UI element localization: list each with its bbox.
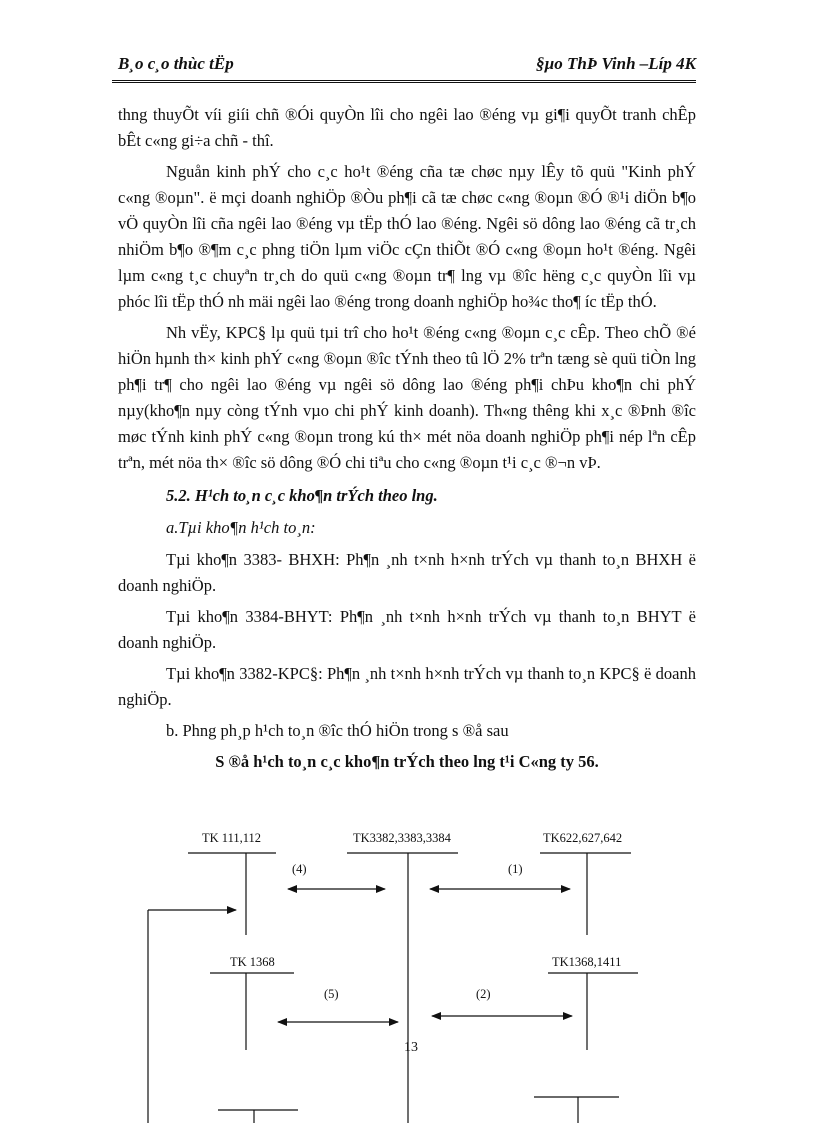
paragraph-kpcd: Nh vËy, KPC§ lµ quü tµi trî cho ho¹t ®éng c«ng ®oµn c¸c cÊp. Theo chÕ ®é hiÖn hµnh th× kinh phÝ c«ng ®oµn ®îc tÝnh theo tû lÖ 2% trªn tæng sè quü tiÒn lng ph¶i tr¶ cho ngêi lao ®éng vµ ngêi sö dông lao ®éng ph¶i chÞu kho¶n chi phÝ nµy(kho¶n nµy còng tÝnh vµo chi phÝ kinh doanh). Th«ng thêng khi x¸c ®Þnh ®îc møc tÝnh kinh phÝ c«ng ®oµn trong kú th× mét nöa doanh nghiÖp ph¶i nép lªn cÊp trªn, mét nöa th× ®îc sö dông ®Ó chi tiªu cho c«ng ®oµn t¹i c¸c ®¬n vÞ. bbox=[118, 323, 696, 472]
page-header bbox=[112, 50, 696, 83]
arrow-label-5: (5) bbox=[324, 987, 339, 1001]
account-label-tk1368: TK 1368 bbox=[230, 955, 275, 969]
page-number: 13 bbox=[404, 1040, 418, 1055]
account-paragraph-3382: Tµi kho¶n 3382-KPC§: Ph¶n ¸nh t×nh h×nh trÝch vµ thanh to¸n KPC§ ë doanh nghiÖp. bbox=[118, 664, 696, 709]
account-label-tk111: TK 111,112 bbox=[202, 831, 262, 845]
subsection-title: a.Tµi kho¶n h¹ch to¸n: bbox=[166, 518, 316, 537]
paragraph-intro: thng thuyÕt víi giíi chñ ®Ói quyÒn lîi cho ngêi lao ®éng vµ gi¶i quyÕt tranh chÊp bÊt c«ng gi÷a chñ - thî. bbox=[118, 105, 696, 150]
paragraph-funding: Nguån kinh phÝ cho c¸c ho¹t ®éng cña tæ chøc nµy lÊy tõ quü "Kinh phÝ c«ng ®oµn". ë mçi doanh nghiÖp ®Òu ph¶i cã tæ chøc c«ng ®oµn ®Ó ®¹i diÖn b¶o vÖ quyÒn lîi cña ngêi lao ®éng vµ tËp thÓ lao ®éng. Ngêi sö dông lao ®éng cã tr¸ch nhiÖm b¶o ®¶m c¸c phng tiÖn lµm viÖc cÇn thiÕt ®Ó c«ng ®oµn ho¹t ®éng. Ngêi lµm c«ng t¸c chuyªn tr¸ch do quü c«ng ®oµn tr¶ lng vµ ®îc hëng c¸c quyÒn lîi vµ phóc lîi tËp thÓ nh mäi ngêi lao ®éng trong doanh nghiÖp ho¾c tho¶ íc tËp thÓ. bbox=[118, 162, 696, 311]
header-report-title: B¸o c¸o thùc tËp bbox=[118, 54, 234, 73]
account-paragraph-3384: Tµi kho¶n 3384-BHYT: Ph¶n ¸nh t×nh h×nh trÝch vµ thanh to¸n BHYT ë doanh nghiÖp. bbox=[118, 607, 696, 652]
arrow-label-2: (2) bbox=[476, 987, 491, 1001]
account-paragraph-3383: Tµi kho¶n 3383- BHXH: Ph¶n ¸nh t×nh h×nh trÝch vµ thanh to¸n BHXH ë doanh nghiÖp. bbox=[118, 550, 696, 595]
arrow-label-1: (1) bbox=[508, 862, 523, 876]
section-title: 5.2. H¹ch to¸n c¸c kho¶n trÝch theo lng. bbox=[166, 486, 438, 505]
diagram-title: S ®å h¹ch to¸n c¸c kho¶n trÝch theo lng t¹i C«ng ty 56. bbox=[215, 752, 599, 771]
account-label-tk1368-1411: TK1368,1411 bbox=[552, 955, 622, 969]
account-label-tk338x: TK3382,3383,3384 bbox=[353, 831, 451, 845]
arrow-label-4: (4) bbox=[292, 862, 307, 876]
header-author: §µo ThÞ Vinh –Líp 4K bbox=[536, 54, 696, 73]
document-body bbox=[118, 102, 696, 776]
account-label-tk622: TK622,627,642 bbox=[543, 831, 623, 845]
method-paragraph: b. Phng ph¸p h¹ch to¸n ®îc thÓ hiÖn trong s ®å sau bbox=[166, 721, 509, 740]
